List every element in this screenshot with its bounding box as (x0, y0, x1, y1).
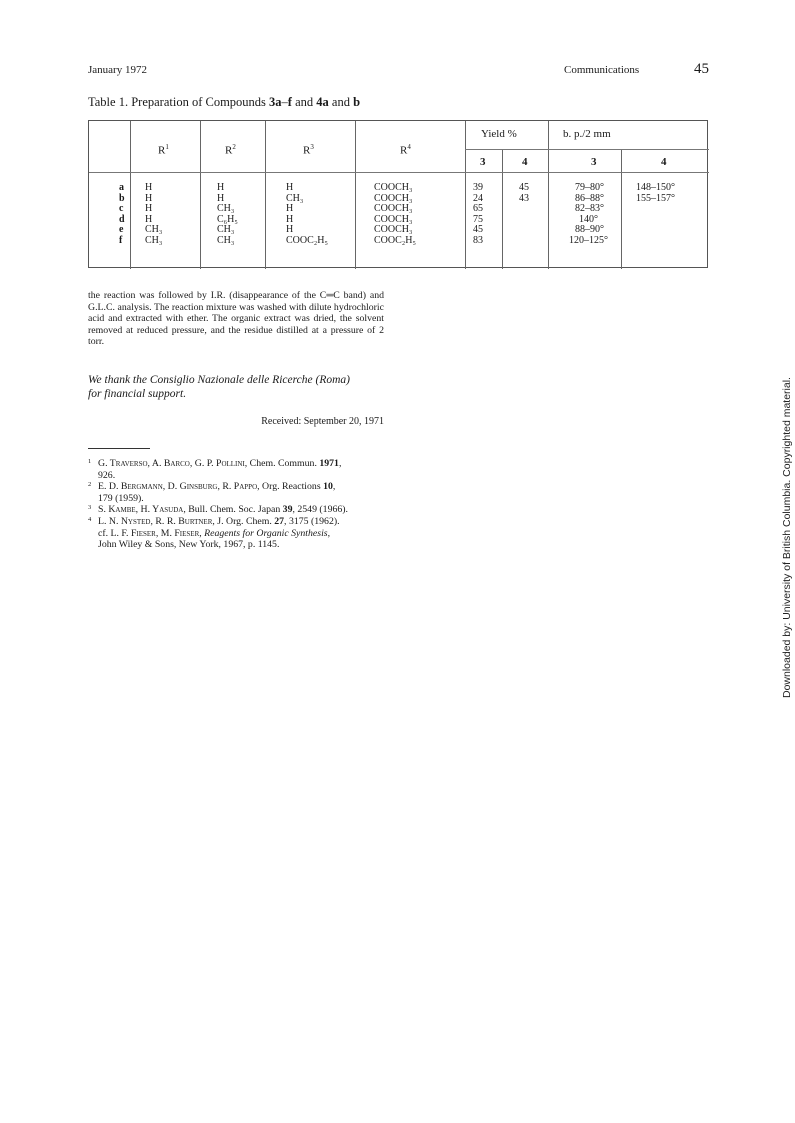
reference-item (88, 458, 388, 481)
row-id: e (119, 224, 124, 235)
table-row (89, 236, 709, 247)
cell-r3: CH₃ (286, 192, 304, 204)
cell-r4: COOC₂H₅ (374, 234, 416, 246)
running-header-section: Communications (564, 64, 640, 76)
table-row (89, 225, 709, 236)
cell-r1: H (145, 182, 153, 193)
cell-r2: CH₃ (217, 203, 235, 214)
reference-year: 1971 (319, 458, 339, 469)
table-row (89, 183, 709, 194)
cell-bp-3: 140° (579, 213, 598, 225)
reference-source: Org. Reactions (259, 481, 324, 493)
cell-r3: H (286, 203, 294, 214)
cell-yield-3: 75 (473, 213, 483, 225)
row-id: f (119, 234, 123, 246)
table-title-dash: – (281, 95, 288, 109)
row-id: a (119, 182, 124, 193)
acknowledgement-line-2: for financial support. (88, 387, 187, 400)
subheader-yield-4: 4 (522, 156, 528, 168)
cell-bp-4: 155–157° (636, 192, 675, 204)
cell-bp-3: 88–90° (575, 224, 604, 235)
reference-source: Bull. Chem. Soc. Japan (185, 504, 283, 516)
cell-r2: H (217, 192, 225, 204)
row-id: c (119, 203, 124, 214)
cell-r1: CH₃ (145, 224, 163, 235)
reference-number: 1 (88, 458, 92, 465)
reference-authors: E. D. Bergmann, D. Ginsburg, R. Pappo, (98, 481, 260, 493)
cell-r2: CH₃ (217, 224, 235, 235)
table-rule (465, 149, 709, 150)
cell-r2: H (217, 182, 225, 193)
row-id: d (119, 213, 125, 225)
subheader-bp-3: 3 (591, 156, 597, 168)
cell-r3: COOC₂H₅ (286, 234, 328, 246)
cell-yield-3: 39 (473, 182, 483, 193)
table-title (88, 95, 360, 110)
cell-r1: H (145, 213, 153, 225)
cell-yield-3: 24 (473, 192, 483, 204)
reference-tail: , (332, 481, 336, 493)
reference-tail: , 3175 (1962). (284, 515, 340, 527)
reference-item (88, 516, 388, 551)
references-divider (88, 448, 150, 449)
cell-r4: COOCH₃ (374, 203, 413, 214)
table-rule (89, 172, 709, 173)
reference-source: J. Org. Chem. (214, 515, 275, 527)
reference-continuation: cf. L. F. Fieser, M. Fieser, Reagents for Organic Synthesis, (98, 527, 331, 539)
cell-bp-3: 79–80° (575, 182, 604, 193)
reference-authors: S. Kambe, H. Yasuda, (98, 504, 186, 516)
reference-item (88, 504, 388, 516)
download-note: Downloaded by: University of British Columbia. Copyrighted material. (781, 377, 793, 698)
reference-volume: 27 (274, 515, 285, 527)
cell-bp-3: 86–88° (575, 192, 604, 204)
reference-volume: 39 (282, 504, 293, 516)
cell-r3: H (286, 224, 294, 235)
cell-bp-3: 82–83° (575, 203, 604, 214)
reference-continuation: John Wiley & Sons, New York, 1967, p. 1145. (98, 539, 280, 551)
col-header-r1: $R^1$ (158, 143, 169, 157)
table-title-and-1: and (291, 95, 317, 109)
table-title-compound-b: b (353, 95, 361, 109)
col-header-r4: $R^4$ (400, 143, 411, 157)
table-title-compound-4a: 4a (316, 95, 329, 109)
reference-item (88, 481, 388, 504)
table-title-compound-f: f (287, 95, 292, 109)
reference-authors: G. Traverso, A. Barco, G. P. Pollini, (98, 458, 248, 469)
cell-r1: H (145, 192, 153, 204)
reference-continuation: 926. (98, 469, 116, 481)
cell-yield-3: 65 (473, 203, 483, 214)
cell-r2: CH₃ (217, 234, 235, 246)
reference-tail: , 2549 (1966). (292, 504, 348, 516)
table-title-prefix: Table 1. Preparation of Compounds (88, 95, 270, 109)
table-title-compound-3a: 3a (269, 95, 282, 109)
reference-number: 2 (88, 481, 92, 489)
cell-r4: COOCH₃ (374, 224, 413, 235)
running-header-date: January 1972 (88, 64, 147, 76)
col-header-bp: b. p./2 mm (563, 128, 611, 140)
col-header-r3: $R^3$ (303, 143, 314, 157)
col-header-r2: $R^2$ (225, 143, 236, 157)
cell-r1: H (145, 203, 153, 214)
cell-r3: H (286, 182, 294, 193)
cell-r4: COOCH₃ (374, 213, 413, 225)
cell-r4: COOCH₃ (374, 192, 413, 204)
table-title-and-2: and (328, 95, 354, 109)
reference-source: Chem. Commun. (247, 458, 320, 469)
cell-bp-4: 148–150° (636, 182, 675, 193)
reference-tail: , (338, 458, 342, 469)
cell-r2: C₆H₅ (217, 213, 238, 225)
table-row (89, 204, 709, 215)
cell-r4: COOCH₃ (374, 182, 413, 193)
cell-yield-4: 45 (519, 182, 529, 193)
cell-bp-3: 120–125° (569, 234, 608, 246)
preparation-table (88, 120, 708, 268)
reference-number: 3 (88, 504, 92, 512)
reference-continuation: 179 (1959). (98, 492, 144, 504)
reference-number: 4 (88, 515, 92, 523)
col-header-yield: Yield % (481, 128, 517, 140)
reference-volume: 10 (323, 481, 333, 493)
subheader-bp-4: 4 (661, 156, 667, 168)
received-date: Received: September 20, 1971 (261, 416, 384, 427)
cell-r1: CH₃ (145, 234, 163, 246)
body-paragraph: the reaction was followed by I.R. (disappearance of the C═C band) and G.L.C. analysis. The reaction mixture was washed with dilute hydrochloric acid and extracted with ether. The organic extract was dried, the solvent removed at reduced pressure, and the residue distilled at a pressure of 2 torr. (88, 290, 384, 348)
page-number: 45 (694, 61, 709, 77)
cell-yield-4: 43 (519, 192, 529, 204)
reference-authors: L. N. Nysted, R. R. Burtner, (98, 515, 215, 527)
cell-yield-3: 83 (473, 234, 483, 246)
references-list (88, 458, 388, 551)
row-id: b (119, 192, 125, 204)
acknowledgement (88, 374, 388, 401)
cell-yield-3: 45 (473, 224, 483, 235)
subheader-yield-3: 3 (480, 156, 486, 168)
cell-r3: H (286, 213, 294, 225)
acknowledgement-line-1: We thank the Consiglio Nazionale delle Ricerche (Roma) (88, 374, 350, 386)
